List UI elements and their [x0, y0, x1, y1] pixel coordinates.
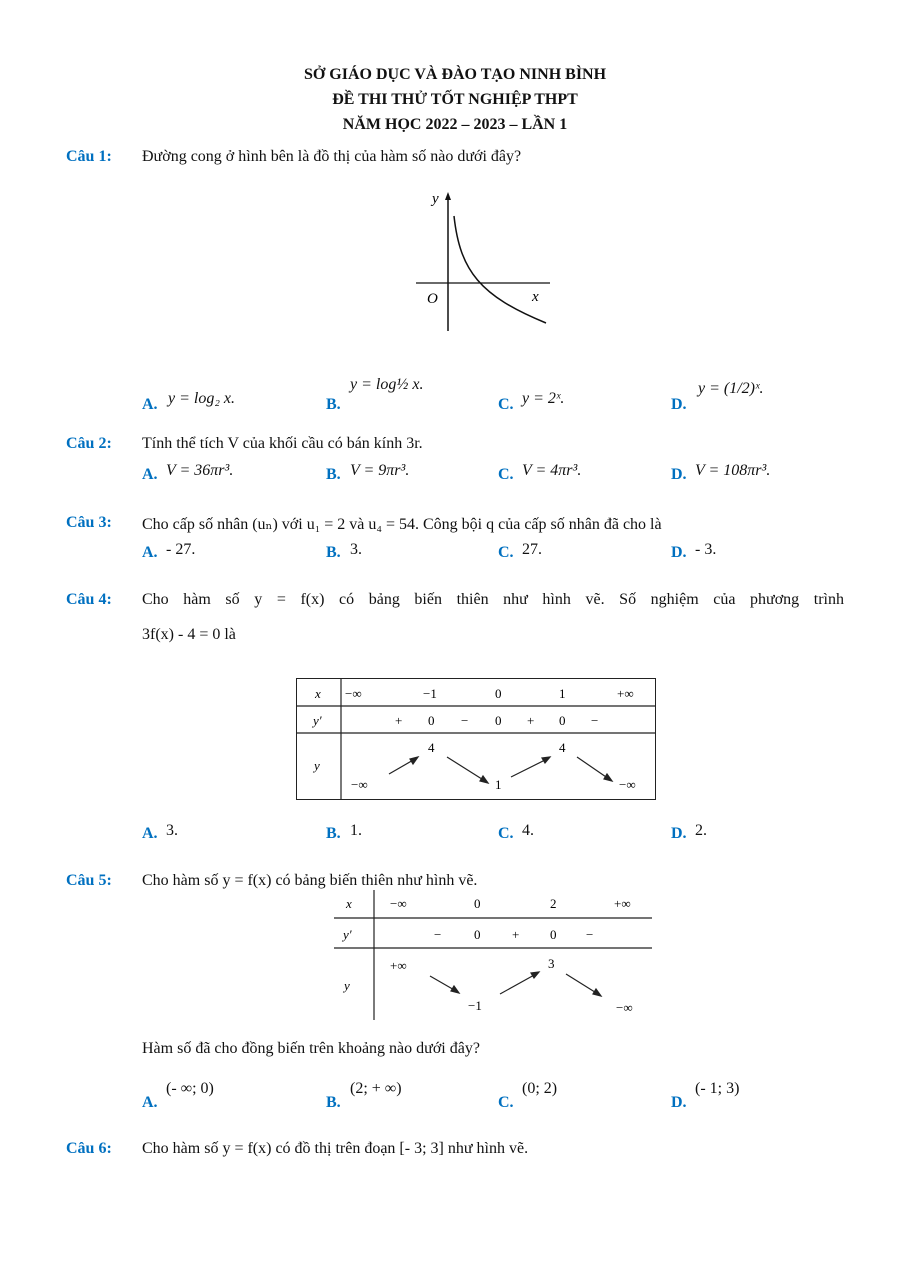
question-6-number: Câu 6:	[66, 1140, 112, 1157]
q4-x-value: +∞	[617, 686, 634, 701]
q4-x-value: 0	[495, 686, 502, 701]
q5-option-b-text[interactable]: (2; + ∞)	[350, 1080, 402, 1097]
question-1-number: Câu 1:	[66, 148, 112, 165]
question-1-text: Đường cong ở hình bên là đồ thị của hàm số nào dưới đây?	[142, 148, 522, 165]
q4-x-value: −1	[423, 686, 437, 701]
q2-option-d-text[interactable]: V = 108πr³.	[695, 462, 771, 479]
question-2-number: Câu 2:	[66, 435, 112, 452]
q2-option-d-letter[interactable]: D.	[671, 466, 687, 483]
q5-option-c-text[interactable]: (0; 2)	[522, 1080, 558, 1097]
q3-option-c-text[interactable]: 27.	[522, 541, 542, 558]
q4-yprime-sign: 0	[428, 713, 435, 728]
q4-x-value: −∞	[345, 686, 362, 701]
question-4-number: Câu 4:	[66, 591, 112, 608]
q4-y-value: 4	[428, 740, 435, 755]
q4-yprime-sign: −	[591, 713, 599, 728]
q2-option-a-letter[interactable]: A.	[142, 466, 158, 483]
q5-option-a-text[interactable]: (- ∞; 0)	[166, 1080, 214, 1097]
header-line-1: SỞ GIÁO DỤC VÀ ĐÀO TẠO NINH BÌNH	[303, 66, 607, 83]
header-line-2: ĐỀ THI THỬ TỐT NGHIỆP THPT	[332, 91, 578, 108]
q3-option-a-letter[interactable]: A.	[142, 544, 158, 561]
q5-y-value: −1	[468, 998, 482, 1013]
q1-option-d-letter[interactable]: D.	[671, 396, 687, 413]
q5-variation-table	[334, 890, 652, 1020]
q4-y-value: −∞	[619, 777, 636, 792]
question-5-number: Câu 5:	[66, 872, 112, 889]
q4-option-a-letter[interactable]: A.	[142, 825, 158, 842]
q4-y-value: 4	[559, 740, 566, 755]
q5-yprime-sign: 0	[550, 927, 557, 942]
q4-x-value: 1	[559, 686, 566, 701]
q1-option-c-letter[interactable]: C.	[498, 396, 514, 413]
q2-option-a-text[interactable]: V = 36πr³.	[166, 462, 234, 479]
q5-option-d-letter[interactable]: D.	[671, 1094, 687, 1111]
q2-option-b-text[interactable]: V = 9πr³.	[350, 462, 410, 479]
question-4-text-line-1: Cho hàm số y = f(x) có bảng biến thiên như hình vẽ. Số nghiệm của phương trình	[142, 591, 844, 608]
q4-yprime-sign: +	[527, 713, 535, 728]
graph-origin-label: O	[427, 291, 438, 307]
q1-option-a-text[interactable]: y = log₂ x.	[168, 390, 236, 407]
q5-yprime-label: y′	[343, 927, 352, 942]
question-1-graph	[410, 186, 560, 336]
q4-option-c-letter[interactable]: C.	[498, 825, 514, 842]
q4-x-label: x	[315, 686, 321, 701]
q5-y-label: y	[344, 978, 350, 993]
header-line-3: NĂM HỌC 2022 – 2023 – LẦN 1	[342, 116, 568, 133]
question-3-number: Câu 3:	[66, 514, 112, 531]
q5-option-d-text[interactable]: (- 1; 3)	[695, 1080, 740, 1097]
q5-x-value: +∞	[614, 896, 631, 911]
q5-yprime-sign: 0	[474, 927, 481, 942]
q5-yprime-sign: −	[586, 927, 594, 942]
q5-yprime-sign: −	[434, 927, 442, 942]
q5-x-label: x	[346, 896, 352, 911]
q4-y-value: −∞	[351, 777, 368, 792]
q5-option-a-letter[interactable]: A.	[142, 1094, 158, 1111]
question-6-text: Cho hàm số y = f(x) có đồ thị trên đoạn [- 3; 3] như hình vẽ.	[142, 1140, 529, 1157]
q3-option-b-letter[interactable]: B.	[326, 544, 341, 561]
q5-x-value: 2	[550, 896, 557, 911]
question-4-text-line-2: 3f(x) - 4 = 0 là	[142, 626, 236, 643]
graph-x-label: x	[532, 289, 539, 305]
q2-option-b-letter[interactable]: B.	[326, 466, 341, 483]
q1-option-d-text[interactable]: y = (1/2)ˣ.	[698, 380, 764, 397]
q1-option-c-text[interactable]: y = 2ˣ.	[522, 390, 565, 407]
q4-option-d-letter[interactable]: D.	[671, 825, 687, 842]
graph-y-label: y	[432, 191, 439, 207]
question-5-text: Cho hàm số y = f(x) có bảng biến thiên như hình vẽ.	[142, 872, 478, 889]
q4-yprime-sign: +	[395, 713, 403, 728]
q4-option-b-text[interactable]: 1.	[350, 822, 362, 839]
q4-y-label: y	[314, 758, 320, 773]
q3-option-c-letter[interactable]: C.	[498, 544, 514, 561]
q4-yprime-sign: 0	[495, 713, 502, 728]
q3-option-a-text[interactable]: - 27.	[166, 541, 196, 558]
q4-yprime-label: y′	[313, 713, 322, 728]
q4-yprime-sign: −	[461, 713, 469, 728]
q1-option-b-text[interactable]: y = log½ x.	[350, 376, 424, 393]
q4-option-a-text[interactable]: 3.	[166, 822, 178, 839]
q2-option-c-text[interactable]: V = 4πr³.	[522, 462, 582, 479]
question-3-text: Cho cấp số nhân (uₙ) với u₁ = 2 và u₄ = 54. Công bội q của cấp số nhân đã cho là	[142, 516, 662, 533]
q4-option-c-text[interactable]: 4.	[522, 822, 534, 839]
q4-yprime-sign: 0	[559, 713, 566, 728]
question-2-text: Tính thể tích V của khối cầu có bán kính 3r.	[142, 435, 423, 452]
q5-x-value: 0	[474, 896, 481, 911]
q5-option-c-letter[interactable]: C.	[498, 1094, 514, 1111]
q3-option-d-text[interactable]: - 3.	[695, 541, 717, 558]
q4-option-d-text[interactable]: 2.	[695, 822, 707, 839]
q5-y-value: 3	[548, 956, 555, 971]
q5-x-value: −∞	[390, 896, 407, 911]
q4-variation-table	[296, 678, 656, 800]
q3-option-d-letter[interactable]: D.	[671, 544, 687, 561]
question-5-question: Hàm số đã cho đồng biến trên khoảng nào dưới đây?	[142, 1040, 480, 1057]
q4-option-b-letter[interactable]: B.	[326, 825, 341, 842]
q5-y-value: +∞	[390, 958, 407, 973]
q3-option-b-text[interactable]: 3.	[350, 541, 362, 558]
q1-option-b-letter[interactable]: B.	[326, 396, 341, 413]
q1-option-a-letter[interactable]: A.	[142, 396, 158, 413]
q5-yprime-sign: +	[512, 927, 520, 942]
q5-option-b-letter[interactable]: B.	[326, 1094, 341, 1111]
q2-option-c-letter[interactable]: C.	[498, 466, 514, 483]
q5-y-value: −∞	[616, 1000, 633, 1015]
q4-y-value: 1	[495, 777, 502, 792]
